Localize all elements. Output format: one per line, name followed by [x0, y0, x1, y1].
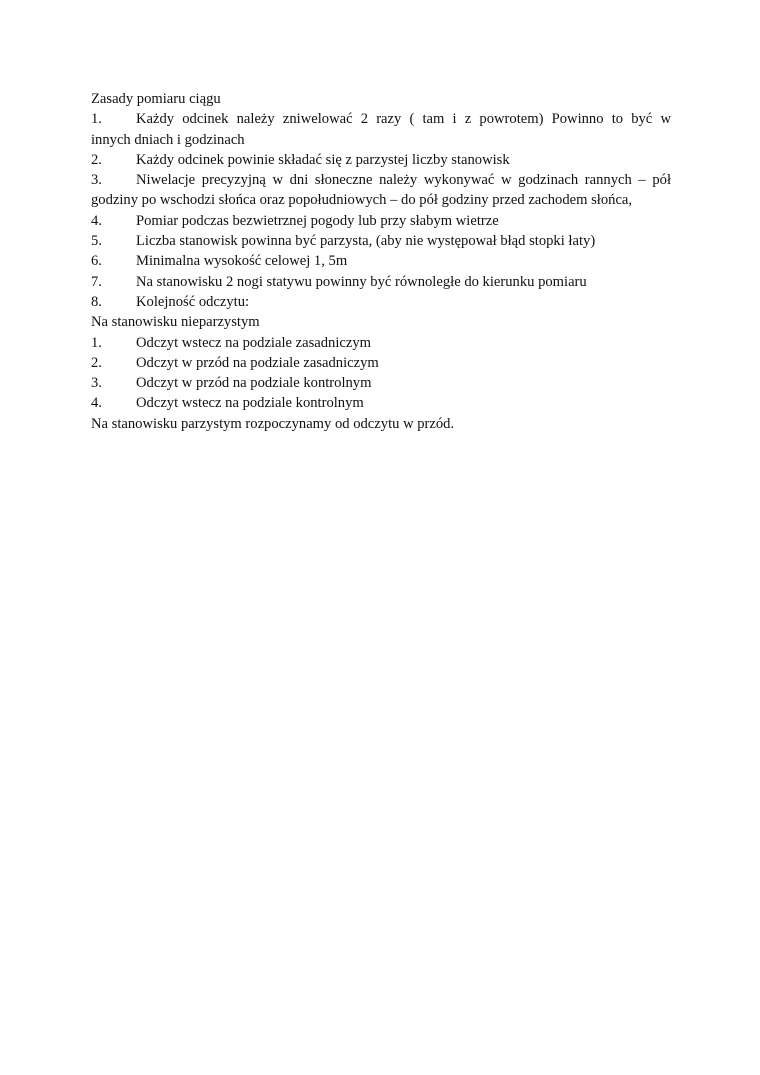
- rule-text: Każdy odcinek należy zniwelować 2 razy ( tam i z powrotem) Powinno to być w: [136, 111, 671, 128]
- step-number: 3.: [91, 375, 102, 392]
- rule-number: 2.: [91, 151, 102, 168]
- step-number: 4.: [91, 395, 102, 412]
- rule-number: 1.: [91, 111, 102, 128]
- odd-station-heading: Na stanowisku nieparzystym: [91, 314, 260, 331]
- step-text: Odczyt wstecz na podziale zasadniczym: [136, 334, 372, 351]
- rule-number: 8.: [91, 293, 102, 310]
- rule-item-2: [91, 150, 671, 170]
- rule-text-continuation: innych dniach i godzinach: [91, 131, 245, 148]
- rule-number: 6.: [91, 253, 102, 270]
- even-station-note: Na stanowisku parzystym rozpoczynamy od odczytu w przód.: [91, 415, 455, 432]
- rule-number: 7.: [91, 273, 102, 290]
- rule-text: Liczba stanowisk powinna być parzysta, (aby nie występował błąd stopki łaty): [136, 233, 596, 250]
- rule-text: Niwelacje precyzyjną w dni słoneczne należy wykonywać w godzinach rannych – pół: [136, 172, 671, 189]
- rule-item-8: [91, 292, 671, 312]
- rule-item-3: [91, 170, 671, 211]
- step-text: Odczyt wstecz na podziale kontrolnym: [136, 395, 364, 412]
- rule-number: 5.: [91, 233, 102, 250]
- rule-text: Na stanowisku 2 nogi statywu powinny być równoległe do kierunku pomiaru: [136, 273, 587, 290]
- odd-station-step-4: [91, 393, 671, 413]
- rule-text: Minimalna wysokość celowej 1, 5m: [136, 253, 348, 270]
- rule-text-continuation: godziny po wschodzi słońca oraz popołudniowych – do pół godziny przed zachodem słońca,: [91, 192, 633, 209]
- rule-item-4: [91, 211, 671, 231]
- step-text: Odczyt w przód na podziale zasadniczym: [136, 354, 379, 371]
- rule-item-7: [91, 272, 671, 292]
- odd-station-step-3: [91, 373, 671, 393]
- rule-item-6: [91, 251, 671, 271]
- rule-item-1: [91, 109, 671, 150]
- rule-text: Kolejność odczytu:: [136, 293, 250, 310]
- document-title: Zasady pomiaru ciągu: [91, 91, 221, 107]
- odd-station-step-2: [91, 353, 671, 373]
- step-number: 2.: [91, 354, 102, 371]
- rule-text: Pomiar podczas bezwietrznej pogody lub przy słabym wietrze: [136, 212, 499, 229]
- rule-number: 4.: [91, 212, 102, 229]
- step-number: 1.: [91, 334, 102, 351]
- rule-number: 3.: [91, 172, 102, 189]
- document-body: [91, 89, 671, 434]
- rule-text: Każdy odcinek powinie składać się z parzystej liczby stanowisk: [136, 151, 510, 168]
- odd-station-step-1: [91, 333, 671, 353]
- step-text: Odczyt w przód na podziale kontrolnym: [136, 375, 372, 392]
- rule-item-5: [91, 231, 671, 251]
